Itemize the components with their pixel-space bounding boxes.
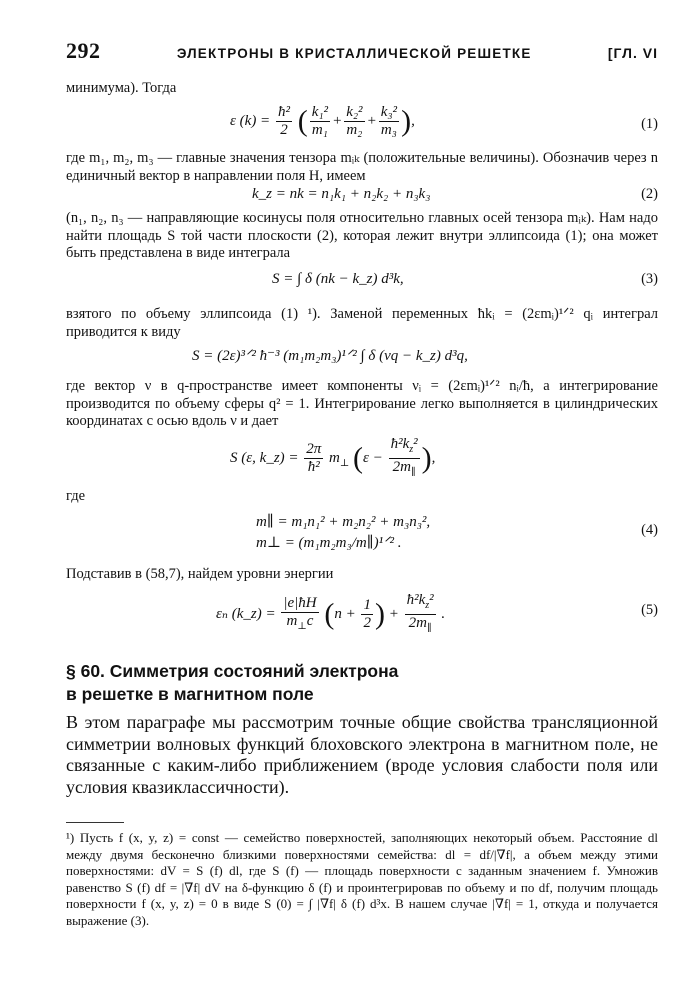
section-title	[66, 660, 658, 706]
page-header	[66, 38, 658, 68]
footnote-rule	[66, 822, 124, 823]
equation-4	[66, 512, 658, 556]
equation-2	[66, 186, 658, 208]
page-number: 292	[66, 38, 101, 63]
equation-3	[66, 265, 658, 297]
running-title: ЭЛЕКТРОНЫ В КРИСТАЛЛИЧЕСКОЙ РЕШЕТКЕ	[176, 46, 532, 61]
eq2-expression: k_z = nk = n₁k₁ + n₂k₂ + n₃k₃	[252, 186, 431, 202]
eq5-lhs: εₙ (k_z) =	[216, 605, 276, 622]
eq4-line-1: m∥ = m₁n₁² + m₂n₂² + m₃n₃²,	[256, 514, 431, 530]
eq4-number: (4)	[641, 522, 658, 538]
eq1-lhs: ε (k) =	[230, 112, 271, 129]
footnote	[66, 830, 658, 929]
eq3-number: (3)	[641, 271, 658, 287]
eq3-expression: S = ∫ δ (nk − k_z) d³k,	[272, 271, 404, 287]
eq5-number: (5)	[641, 602, 658, 618]
paragraph-5: где	[66, 488, 86, 504]
section-intro: В этом параграфе мы рассмотрим точные общие свойства трансляционной симметрии волновых функций блоховского электрона в магнитном поле, не связанные с каким-либо приближением (вроде условия слабости поля или условия квазиклассичности).	[66, 712, 658, 797]
eq2-number: (2)	[641, 186, 658, 202]
eq-s-lhs: S (ε, k_z) =	[230, 449, 299, 466]
chapter-label: [ГЛ. VI	[607, 45, 658, 61]
eq4-line-2: m⊥ = (m₁m₂m₃/m∥)¹ᐟ² .	[256, 535, 402, 551]
paragraph-0: минимума). Тогда	[66, 80, 177, 96]
equation-unnumbered	[66, 344, 658, 370]
section-title-line-2: в решетке в магнитном поле	[66, 684, 314, 704]
equation-s: S (ε, k_z) = $\frac{2\pi}{\text{ħ²}}$ $m_\perp$ (ε − $\frac{ħ^2k_z^2}{2m_\parallel}$ ),	[66, 434, 658, 480]
paragraph-6: Подставив в (58,7), найдем уровни энергии	[66, 566, 334, 582]
eq1-number: (1)	[641, 116, 658, 132]
equation-1: ε (k) = $\frac{\text{ħ²}}{2}$ ( $\frac{\text{k₁²}}{\text{m₁}}$ + $\frac{\text{k₂²}}{\text{m₂}}$ + $\frac{\text{k₃²}}{\text{m₃}}$ ), (1)	[230, 104, 658, 138]
equation-5: εₙ (k_z) = $\frac{|e|ħH}{m_\perp c}$ (n + $\frac{1}{2}$ ) + $\frac{ħ^2k_z^2}{2m_\parallel}$ . (5)	[66, 590, 658, 636]
eq-unnumbered-expression: S = (2ε)³ᐟ² ħ⁻³ (m₁m₂m₃)¹ᐟ² ∫ δ (νq − k_z) d³q,	[192, 348, 468, 364]
footnote-text: Пусть f (x, y, z) = const — семейство поверхностей, заполняющих некоторый объем. Расстояние dl между двумя бесконечно близкими поверхностями семейства: dl = df/|∇f|, а объем между этими поверхностями: dV = S (f) dl, где S (f) — площадь поверхности с заданным значением f. Умножив равенство S (f) df = |∇f| dV на δ-функцию δ (f) и проинтегрировав по объему и по df, получим площадь поверхности f (x, y, z) = 0 в виде S (0) = ∫ |∇f| δ (f) d³x. В нашем случае |∇f| = 1, откуда и получается выражение (3).	[66, 830, 658, 928]
paragraph-3: взятого по объему эллипсоида (1) ¹). Заменой переменных ħkᵢ = (2εmᵢ)¹ᐟ² qᵢ интеграл приводится к виду	[66, 306, 658, 340]
paragraph-4: где вектор ν в q-пространстве имеет компоненты νᵢ = (2εmᵢ)¹ᐟ² nᵢ/ħ, а интегрирование производится по объему сферы q² = 1. Интегрирование легко выполняется в цилиндрических координатах с осью вдоль ν и дает	[66, 378, 658, 429]
section-title-line-1: § 60. Симметрия состояний электрона	[66, 661, 399, 681]
paragraph-1: где m₁, m₂, m₃ — главные значения тензора mᵢₖ (положительные величины). Обозначив через n единичный вектор в направлении поля H, имеем	[66, 150, 658, 184]
footnote-mark: ¹)	[66, 830, 75, 845]
paragraph-2: (n₁, n₂, n₃ — направляющие косинусы поля относительно главных осей тензора mᵢₖ). Нам надо найти площадь S той части плоскости (2), которая лежит внутри эллипсоида (1); она может быть представлена в виде интеграла	[66, 210, 658, 261]
